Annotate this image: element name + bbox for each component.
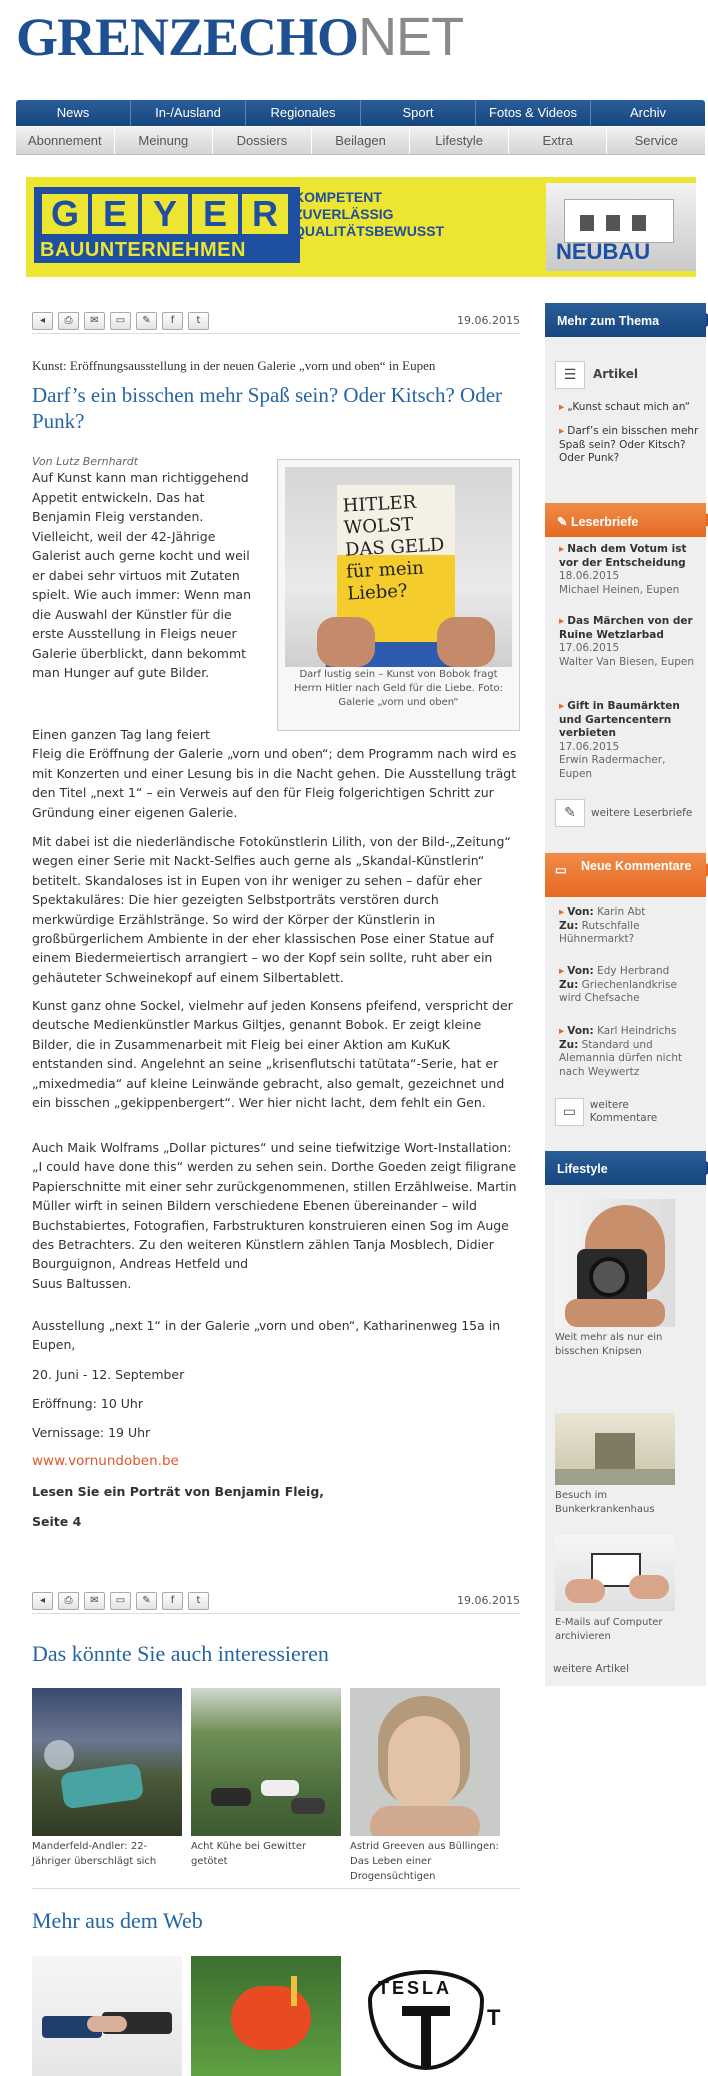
sidebar-thema-link[interactable]: ▸ Darf’s ein bisschen mehr Spaß sein? Oder Kitsch? Oder Punk? [559, 425, 699, 464]
pen-icon: ✎ [555, 799, 585, 827]
kommentar-item[interactable]: ▸ Von: Karin Abt Zu: Rutschfalle Hühnermarkt? [559, 906, 646, 945]
recommendation-card[interactable] [191, 1688, 341, 1869]
facebook-icon[interactable]: f [162, 1592, 183, 1610]
web-card[interactable] [191, 1956, 341, 2076]
pen-icon: ✎ [557, 515, 571, 529]
sidebar-thema-link[interactable]: ▸ „Kunst schaut mich an“ [559, 401, 691, 413]
exhibition-dates: 20. Juni - 12. September [32, 1367, 185, 1382]
opening-time: Eröffnung: 10 Uhr [32, 1396, 143, 1411]
rec-thumb-car [32, 1688, 182, 1836]
comment-icon[interactable]: ▭ [110, 1592, 131, 1610]
article-date: 19.06.2015 [457, 1594, 520, 1607]
ad-slogan-line: QUALITÄTSBEWUSST [294, 223, 445, 239]
article-lead: Auf Kunst kann man richtiggehend Appetit entwickeln. Das hat Benjamin Fleig verstanden. Vielleicht, weil der 42-Jährige Galerist auch gerne kocht und weil er dabei sehr virtuos mit Zutaten spielt. Wie auch immer: Wenn man die Auswahl der Künstler für die erste Ausstellung in Fleigs neuer Galerie überblickt, dann bekommt man Hunger auf gute Bilder. [32, 470, 252, 680]
nav-news[interactable]: News [16, 100, 131, 126]
web-card[interactable] [350, 1956, 500, 2076]
nav-beilagen[interactable]: Beilagen [312, 127, 411, 154]
nav-sport[interactable]: Sport [361, 100, 476, 126]
nav-fotos-videos[interactable]: Fotos & Videos [476, 100, 591, 126]
print-icon[interactable]: ⎙ [58, 312, 79, 330]
artikel-label: Artikel [593, 367, 638, 381]
lifestyle-thumb-bunker[interactable] [555, 1413, 675, 1485]
more-leserbriefe-link[interactable]: ✎ weitere Leserbriefe [555, 799, 695, 827]
recommendation-card[interactable] [350, 1688, 500, 1884]
rec-caption: Manderfeld-Andler: 22-Jähriger überschlägt sich [32, 1841, 157, 1867]
ad-slogan-line: KOMPETENT [294, 189, 382, 205]
sidebar-header-kommentare: ▭ Neue Kommentare [545, 853, 706, 897]
portrait-page: Seite 4 [32, 1514, 82, 1529]
lifestyle-caption[interactable]: Besuch im Bunkerkrankenhaus [555, 1490, 655, 1515]
ad-letter: G [42, 194, 88, 234]
rec-caption: Astrid Greeven aus Büllingen: Das Leben einer Drogensüchtigen [350, 1841, 499, 1882]
article-headline: Darf’s ein bisschen mehr Spaß sein? Oder Kitsch? Oder Punk? [32, 383, 503, 433]
image-caption: Darf lustig sein – Kunst von Bobok fragt Herrn Hitler nach Geld für die Liebe. Foto: Galerie „vorn und oben“ [293, 669, 504, 708]
nav-abonnement[interactable]: Abonnement [16, 127, 115, 154]
email-icon[interactable]: ✉ [84, 1592, 105, 1610]
logo-part2: NET [358, 7, 464, 67]
web-card[interactable] [32, 1956, 182, 2076]
article-paragraph: Mit dabei ist die niederländische Fotokünstlerin Lilith, von der Bild-„Zeitung“ wegen einer Serie mit Nackt-Selfies auch gerne als „Skandal-Künstlerin“ betitelt. Skandaloses ist in Eupen von ihr weniger zu sehen – dafür eher Spektakuläres: Die hier gezeigten Selbstporträts verstören durch merkwürdige Erzählstränge. So wird der Körper der Künstlerin in großbürgerlichem Ambiente in der eher klassischen Pose einer Statue auf einem Biedermeiertisch arrangiert – wo der Kopf sein sollte, ruht aber ein gehäuteter Schweinekopf auf einem Silbertablett. [32, 834, 511, 985]
rec-thumb-portrait [350, 1688, 500, 1836]
lifestyle-caption[interactable]: E-Mails auf Computer archivieren [555, 1617, 663, 1642]
portrait-hint: Lesen Sie ein Porträt von Benjamin Fleig, [32, 1484, 325, 1499]
article-list-icon: ☰ [555, 361, 585, 389]
secondary-nav [16, 127, 705, 155]
tesla-logo-text: TESLA [378, 1978, 453, 1998]
print-icon[interactable]: ⎙ [58, 1592, 79, 1610]
back-icon[interactable]: ◂ [32, 312, 53, 330]
sidebar-header-thema: Mehr zum Thema [545, 303, 706, 337]
ad-tag: NEUBAU [556, 239, 651, 264]
web-thumb-tesla [350, 1956, 500, 2076]
lifestyle-thumb-camera[interactable] [555, 1199, 675, 1327]
web-thumb-handshake [32, 1956, 182, 2076]
article-image-box[interactable] [277, 459, 520, 731]
article-byline: Von Lutz Bernhardt [32, 455, 139, 468]
sidebar [545, 303, 706, 1686]
edit-icon[interactable]: ✎ [136, 312, 157, 330]
article-paragraph: Kunst ganz ohne Sockel, vielmehr auf jeden Konsens pfeifend, verspricht der deutsche Medienkünstler Markus Giltjes, genannt Bobok. Er zeigt kleine Bilder, die in Zusammenarbeit mit Fleig bei einer Aktion am KuKuK entstanden sind. Angelehnt an seine „krisenflutschi tatütata“-Serie, hat er „mixedmedia“ auf kleine Leinwände gebracht, also gemalt, gezeichnet und ein bisschen „gekippenbergert“. Wer hier nicht lacht, dem fehlt ein Gen. [32, 998, 513, 1111]
nav-archiv[interactable]: Archiv [629, 105, 667, 120]
nav-meinung[interactable]: Meinung [115, 127, 214, 154]
site-logo[interactable] [16, 7, 464, 67]
also-interesting-title: Das könnte Sie auch interessieren [32, 1641, 329, 1666]
back-icon[interactable]: ◂ [32, 1592, 53, 1610]
rec-thumb-cows [191, 1688, 341, 1836]
lifestyle-thumb-email[interactable] [555, 1535, 675, 1611]
ad-company: BAUUNTERNEHMEN [40, 239, 246, 261]
email-icon[interactable]: ✉ [84, 312, 105, 330]
more-lifestyle-link[interactable]: weitere Artikel [553, 1663, 630, 1675]
web-thumb-piggybank [191, 1956, 341, 2076]
vernissage-time: Vernissage: 19 Uhr [32, 1425, 151, 1440]
divider [32, 1888, 520, 1889]
ad-letter: R [242, 194, 288, 234]
ad-banner[interactable] [26, 177, 696, 277]
primary-nav [16, 100, 705, 126]
article-toolbar-top [32, 310, 520, 334]
nav-lifestyle[interactable]: Lifestyle [410, 127, 509, 154]
sidebar-header-leserbriefe: ✎ Leserbriefe [545, 503, 706, 537]
ad-letter: E [192, 194, 238, 234]
nav-regionales[interactable]: Regionales [246, 100, 361, 126]
article-paragraph: Auch Maik Wolframs „Dollar pictures“ und seine tiefwitzige Wort-Installation: „I could have done this“ werden zu sehen sein. Dorthe Goeden zeigt filigrane Papierschnitte mit einer sehr zurückgenommenen, stillen Erzählweise. Martin Müller wirft in seinen Bildern verschiedene Ebenen übereinander – wild Buchstabiertes, Fotografien, Farbstrukturen konstruieren einen Sog im Auge des Betrachters. Zu den weiteren Künstlern zählen Tanja Mosblech, Didier Bourguignon, Andreas Hetfeld und Suus Baltussen. [32, 1140, 517, 1291]
comment-icon: ▭ [555, 1098, 584, 1126]
recommendation-card[interactable] [32, 1688, 182, 1869]
facebook-icon[interactable]: f [162, 312, 183, 330]
comment-icon[interactable]: ▭ [110, 312, 131, 330]
gallery-website-link[interactable]: www.vornundoben.be [32, 1453, 179, 1469]
sidebar-header-lifestyle: Lifestyle [545, 1151, 706, 1185]
ad-logo [34, 187, 300, 263]
kommentar-item[interactable]: ▸ Von: Edy Herbrand Zu: Griechenlandkrise wird Chefsache [559, 965, 677, 1004]
twitter-icon[interactable]: t [188, 312, 209, 330]
more-web-title: Mehr aus dem Web [32, 1908, 203, 1933]
nav-dossiers[interactable]: Dossiers [213, 127, 312, 154]
ad-slogan-line: ZUVERLÄSSIG [294, 206, 394, 222]
photo-text: HITLER WOLST DAS GELD für mein Liebe? [342, 491, 445, 605]
article-paragraph: Ausstellung „next 1“ in der Galerie „vorn und oben“, Katharinenweg 15a in Eupen, [32, 1318, 501, 1353]
article-kicker: Kunst: Eröffnungsausstellung in der neuen Galerie „vorn und oben“ in Eupen [32, 358, 436, 373]
twitter-icon[interactable]: t [188, 1592, 209, 1610]
tesla-text-fragment: T [487, 2005, 501, 2030]
nav-service[interactable]: Service [634, 133, 678, 148]
nav-in-ausland[interactable]: In-/Ausland [131, 100, 246, 126]
leserbrief-item[interactable]: ▸ Das Märchen von der Ruine Wetzlarbad 17.06.2015 Walter Van Biesen, Eupen [559, 615, 694, 668]
ad-slogan [294, 189, 444, 240]
article-paragraph: Einen ganzen Tag lang feiert Fleig die Eröffnung der Galerie „vorn und oben“; dem Programm nach wird es mit Konzerten und einer Lesung bis in die Nacht gehen. Die Ausstellung trägt den Titel „next 1“ – ein Verweis auf den für Fleig folgerichtigen Schritt zur Gründung einer eigenen Galerie. [32, 727, 517, 820]
article-photo [285, 467, 512, 667]
logo-part1: GRENZECHO [16, 7, 359, 67]
edit-icon[interactable]: ✎ [136, 1592, 157, 1610]
article-date: 19.06.2015 [457, 314, 520, 327]
comment-icon: ▭ [555, 863, 567, 877]
lifestyle-caption[interactable]: Weit mehr als nur ein bisschen Knipsen [555, 1332, 663, 1357]
more-kommentare-link[interactable]: ▭ weitere Kommentare [555, 1098, 695, 1126]
ad-letter: E [92, 194, 138, 234]
rec-caption: Acht Kühe bei Gewitter getötet [191, 1841, 307, 1867]
leserbrief-item[interactable]: ▸ Nach dem Votum ist vor der Entscheidung 18.06.2015 Michael Heinen, Eupen [559, 543, 687, 596]
article-toolbar-bottom [32, 1590, 520, 1614]
nav-extra[interactable]: Extra [509, 127, 608, 154]
ad-letter: Y [142, 194, 188, 234]
leserbrief-item[interactable]: ▸ Gift in Baumärkten und Gartencentern verbieten 17.06.2015 Erwin Radermacher, Eupen [559, 700, 680, 780]
kommentar-item[interactable]: ▸ Von: Karl Heindrichs Zu: Standard und Alemannia dürfen nicht nach Weywertz [559, 1025, 683, 1078]
